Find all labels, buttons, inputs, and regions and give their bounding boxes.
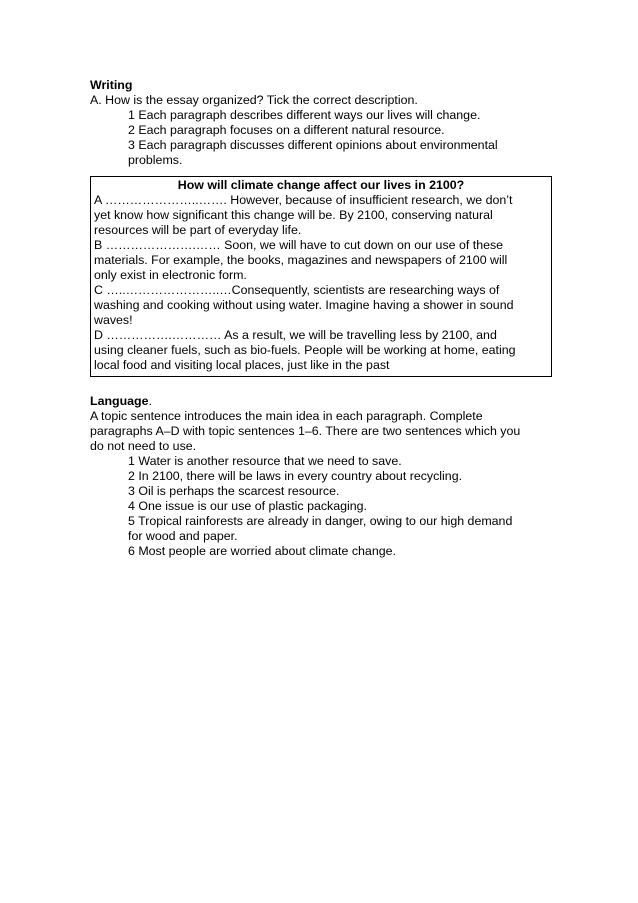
essay-line: local food and visiting local places, just like in the past (94, 358, 390, 372)
essay-line: resources will be part of everyday life. (94, 223, 302, 237)
topic-sentence-6: 6 Most people are worried about climate change. (128, 544, 396, 558)
essay-line: B ………………….…… Soon, we will have to cut down on our use of these (94, 238, 504, 252)
language-intro-line: do not need to use. (90, 439, 197, 453)
writing-option-3-continued: problems. (128, 153, 183, 167)
language-heading-line (90, 394, 550, 409)
essay-line: A …………………..……. However, because of insufficient research, we don’t (94, 193, 513, 207)
topic-sentence-3: 3 Oil is perhaps the scarcest resource. (128, 484, 340, 498)
essay-line: washing and cooking without using water. Imagine having a shower in sound (94, 298, 514, 312)
language-section (90, 394, 550, 559)
topic-sentence-5-continued: for wood and paper. (128, 529, 238, 543)
writing-question: A. How is the essay organized? Tick the correct description. (90, 93, 418, 107)
writing-heading: Writing (90, 78, 133, 92)
essay-line: waves! (94, 313, 133, 327)
topic-sentence-4: 4 One issue is our use of plastic packaging. (128, 499, 367, 513)
language-heading-suffix: . (148, 394, 152, 408)
essay-line: materials. For example, the books, magazines and newspapers of 2100 will (94, 253, 508, 267)
writing-option-1: 1 Each paragraph describes different ways our lives will change. (128, 108, 481, 122)
essay-line: C …..…………………..…Consequently, scientists are researching ways of (94, 283, 500, 297)
essay-title: How will climate change affect our lives in 2100? (177, 178, 465, 192)
language-heading: Language (90, 394, 149, 408)
worksheet-page (90, 78, 550, 559)
language-intro-line: paragraphs A–D with topic sentences 1–6. There are two sentences which you (90, 424, 521, 438)
topic-sentence-1: 1 Water is another resource that we need to save. (128, 454, 402, 468)
writing-option-2: 2 Each paragraph focuses on a different natural resource. (128, 123, 445, 137)
essay-line: D …………….………… As a result, we will be travelling less by 2100, and (94, 328, 497, 342)
topic-sentence-2: 2 In 2100, there will be laws in every country about recycling. (128, 469, 463, 483)
essay-box (90, 176, 552, 377)
topic-sentence-5: 5 Tropical rainforests are already in danger, owing to our high demand (128, 514, 513, 528)
writing-option-3: 3 Each paragraph discusses different opinions about environmental (128, 138, 498, 152)
language-intro-line: A topic sentence introduces the main idea in each paragraph. Complete (90, 409, 483, 423)
essay-line: yet know how significant this change will be. By 2100, conserving natural (94, 208, 493, 222)
essay-line: only exist in electronic form. (94, 268, 247, 282)
essay-line: using cleaner fuels, such as bio-fuels. People will be working at home, eating (94, 343, 516, 357)
